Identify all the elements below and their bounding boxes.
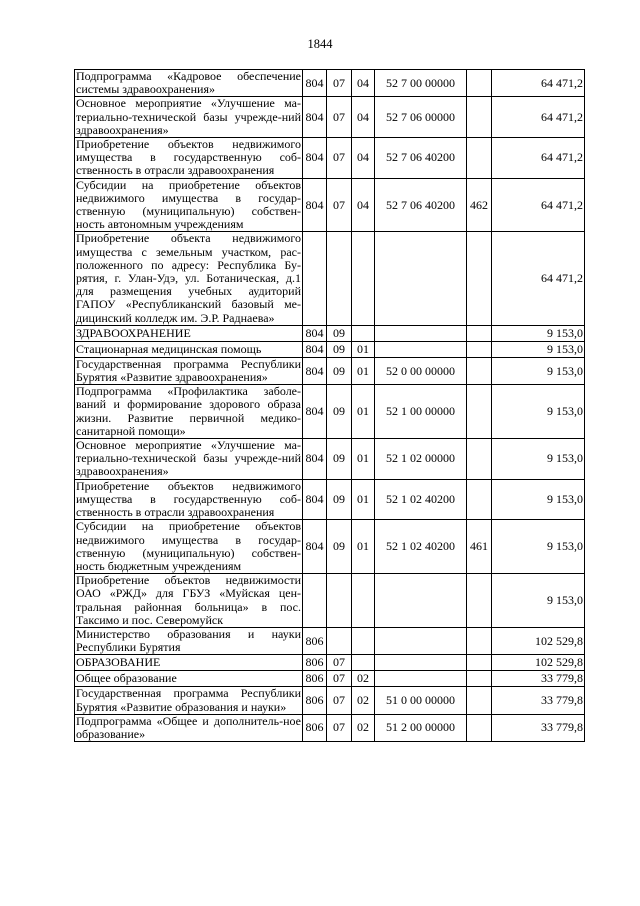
row-expense-type-code (467, 357, 492, 384)
row-amount: 9 153,0 (492, 479, 585, 520)
page-number: 1844 (307, 37, 333, 51)
row-amount: 9 153,0 (492, 520, 585, 574)
row-subsection-code: 04 (352, 70, 375, 97)
table-row (75, 232, 585, 325)
row-ministry-code: 804 (303, 357, 327, 384)
row-name: Государственная программа Республики Бурятия «Развитие образования и науки» (76, 686, 301, 714)
row-section-code: 07 (327, 178, 352, 232)
row-ministry-code: 804 (303, 439, 327, 480)
row-ministry-code (303, 574, 327, 628)
row-subsection-code: 01 (352, 520, 375, 574)
row-section-code: 07 (327, 714, 352, 741)
row-subsection-code (352, 655, 375, 671)
table-row (75, 138, 585, 179)
row-target-article-code (375, 341, 467, 357)
row-subsection-code: 04 (352, 138, 375, 179)
row-ministry-code: 806 (303, 714, 327, 741)
row-amount: 64 471,2 (492, 232, 585, 325)
row-amount: 9 153,0 (492, 325, 585, 341)
row-subsection-code (352, 627, 375, 654)
table-row (75, 385, 585, 439)
table-row (75, 520, 585, 574)
row-name: Стационарная медицинская помощь (75, 341, 303, 357)
row-subsection-code: 04 (352, 97, 375, 138)
budget-table-body (75, 70, 585, 742)
row-amount: 64 471,2 (492, 138, 585, 179)
row-target-article-code: 52 1 00 00000 (375, 385, 467, 439)
row-subsection-code: 01 (352, 439, 375, 480)
row-section-code: 09 (327, 479, 352, 520)
budget-table (74, 69, 585, 742)
row-ministry-code (303, 232, 327, 325)
row-subsection-code: 01 (352, 341, 375, 357)
row-section-code (327, 232, 352, 325)
row-ministry-code: 806 (303, 627, 327, 654)
row-section-code: 09 (327, 385, 352, 439)
row-name: Приобретение объектов недвижимого имущества в государственную соб-ственность в отрасли здравоохранения (76, 478, 301, 520)
row-section-code: 07 (327, 70, 352, 97)
row-expense-type-code (467, 385, 492, 439)
row-expense-type-code (467, 325, 492, 341)
row-amount: 33 779,8 (492, 687, 585, 714)
row-ministry-code: 804 (303, 138, 327, 179)
row-target-article-code (375, 655, 467, 671)
row-target-article-code (375, 232, 467, 325)
row-expense-type-code: 462 (467, 178, 492, 232)
row-section-code: 09 (327, 357, 352, 384)
row-expense-type-code (467, 341, 492, 357)
table-row (75, 325, 585, 341)
row-ministry-code: 804 (303, 385, 327, 439)
row-target-article-code: 52 7 00 00000 (375, 70, 467, 97)
row-amount: 64 471,2 (492, 178, 585, 232)
row-expense-type-code (467, 687, 492, 714)
row-ministry-code: 804 (303, 97, 327, 138)
row-section-code: 07 (327, 687, 352, 714)
row-name: Подпрограмма «Профилактика заболе-ваний и формирование здорового образа жизни. Развитие первичной медико-санитарной помощи» (76, 384, 301, 438)
row-expense-type-code (467, 232, 492, 325)
row-subsection-code: 04 (352, 178, 375, 232)
row-amount: 102 529,8 (492, 655, 585, 671)
row-amount: 9 153,0 (492, 574, 585, 628)
row-name: Общее образование (75, 671, 303, 687)
row-subsection-code: 02 (352, 687, 375, 714)
table-row (75, 70, 585, 97)
row-section-code: 07 (327, 97, 352, 138)
row-section-code: 07 (327, 138, 352, 179)
row-subsection-code: 02 (352, 714, 375, 741)
row-amount: 64 471,2 (492, 70, 585, 97)
row-expense-type-code (467, 627, 492, 654)
table-row (75, 357, 585, 384)
table-row (75, 341, 585, 357)
row-ministry-code: 804 (303, 341, 327, 357)
row-expense-type-code (467, 671, 492, 687)
row-target-article-code: 51 2 00 00000 (375, 714, 467, 741)
row-subsection-code: 01 (352, 479, 375, 520)
row-expense-type-code (467, 655, 492, 671)
row-amount: 33 779,8 (492, 671, 585, 687)
row-target-article-code (375, 671, 467, 687)
row-section-code: 09 (327, 325, 352, 341)
row-name: Приобретение объекта недвижимого имущества с земельным участком, рас-положенного по адресу: Республика Бу-рятия, г. Улан-Удэ, ул. Ботаническая, д.1 для размещения учебных аудиторий ГАПОУ «Республиканский базовый ме-дицинский колледж им. Э.Р. Раднаева» (76, 231, 301, 325)
row-section-code (327, 627, 352, 654)
row-target-article-code (375, 574, 467, 628)
table-row (75, 439, 585, 480)
row-section-code: 09 (327, 341, 352, 357)
row-target-article-code: 52 7 06 00000 (375, 97, 467, 138)
row-ministry-code: 804 (303, 325, 327, 341)
row-expense-type-code (467, 97, 492, 138)
table-row (75, 655, 585, 671)
row-expense-type-code (467, 70, 492, 97)
row-section-code: 09 (327, 520, 352, 574)
row-target-article-code: 52 1 02 40200 (375, 520, 467, 574)
row-target-article-code: 52 1 02 00000 (375, 439, 467, 480)
table-row (75, 97, 585, 138)
row-subsection-code (352, 325, 375, 341)
table-row (75, 479, 585, 520)
row-target-article-code: 51 0 00 00000 (375, 687, 467, 714)
row-amount: 64 471,2 (492, 97, 585, 138)
row-expense-type-code: 461 (467, 520, 492, 574)
row-name: Основное мероприятие «Улучшение ма-териально-технической базы учрежде-ний здравоохранения» (76, 96, 301, 137)
row-ministry-code: 804 (303, 520, 327, 574)
row-name: Государственная программа Республики Бурятия «Развитие здравоохранения» (76, 356, 301, 385)
row-expense-type-code (467, 714, 492, 741)
row-name: Подпрограмма «Кадровое обеспечение системы здравоохранения» (76, 69, 301, 97)
row-expense-type-code (467, 479, 492, 520)
row-name: Приобретение объектов недвижимости ОАО «РЖД» для ГБУЗ «Муйская цен-тральная районная больница» в пос. Таксимо и пос. Северомуйск (76, 573, 301, 627)
row-target-article-code: 52 7 06 40200 (375, 178, 467, 232)
table-row (75, 671, 585, 687)
row-amount: 9 153,0 (492, 385, 585, 439)
row-amount: 9 153,0 (492, 439, 585, 480)
table-row (75, 574, 585, 628)
row-target-article-code: 52 1 02 40200 (375, 479, 467, 520)
row-amount: 33 779,8 (492, 714, 585, 741)
row-expense-type-code (467, 574, 492, 628)
table-row (75, 178, 585, 232)
table-row (75, 687, 585, 714)
row-ministry-code: 804 (303, 178, 327, 232)
row-expense-type-code (467, 138, 492, 179)
row-name: Основное мероприятие «Улучшение ма-териально-технической базы учрежде-ний здравоохранения» (76, 438, 301, 479)
row-target-article-code: 52 7 06 40200 (375, 138, 467, 179)
row-target-article-code (375, 325, 467, 341)
row-name: Субсидии на приобретение объектов недвижимого имущества в государ-ственную (муниципальную) собствен-ность бюджетным учреждениям (76, 519, 301, 573)
row-section-code (327, 574, 352, 628)
row-name: Министерство образования и науки Республики Бурятия (76, 626, 301, 655)
row-amount: 102 529,8 (492, 627, 585, 654)
row-subsection-code: 02 (352, 671, 375, 687)
row-ministry-code: 804 (303, 479, 327, 520)
row-ministry-code: 806 (303, 687, 327, 714)
row-target-article-code: 52 0 00 00000 (375, 357, 467, 384)
row-subsection-code: 01 (352, 357, 375, 384)
row-name: Подпрограмма «Общее и дополнитель-ное образование» (76, 713, 301, 741)
row-name: ОБРАЗОВАНИЕ (75, 655, 303, 671)
row-subsection-code (352, 574, 375, 628)
row-section-code: 09 (327, 439, 352, 480)
row-expense-type-code (467, 439, 492, 480)
row-section-code: 07 (327, 655, 352, 671)
table-row (75, 714, 585, 741)
row-section-code: 07 (327, 671, 352, 687)
row-ministry-code: 804 (303, 70, 327, 97)
row-name: Приобретение объектов недвижимого имущества в государственную соб-ственность в отрасли здравоохранения (76, 137, 301, 178)
row-name: Субсидии на приобретение объектов недвижимого имущества в государ-ственную (муниципальную) собствен-ность автономным учреждениям (76, 177, 301, 232)
row-amount: 9 153,0 (492, 341, 585, 357)
row-ministry-code: 806 (303, 671, 327, 687)
row-ministry-code: 806 (303, 655, 327, 671)
row-target-article-code (375, 627, 467, 654)
row-name: ЗДРАВООХРАНЕНИЕ (75, 325, 303, 341)
row-subsection-code: 01 (352, 385, 375, 439)
table-row (75, 627, 585, 654)
row-amount: 9 153,0 (492, 357, 585, 384)
row-subsection-code (352, 232, 375, 325)
